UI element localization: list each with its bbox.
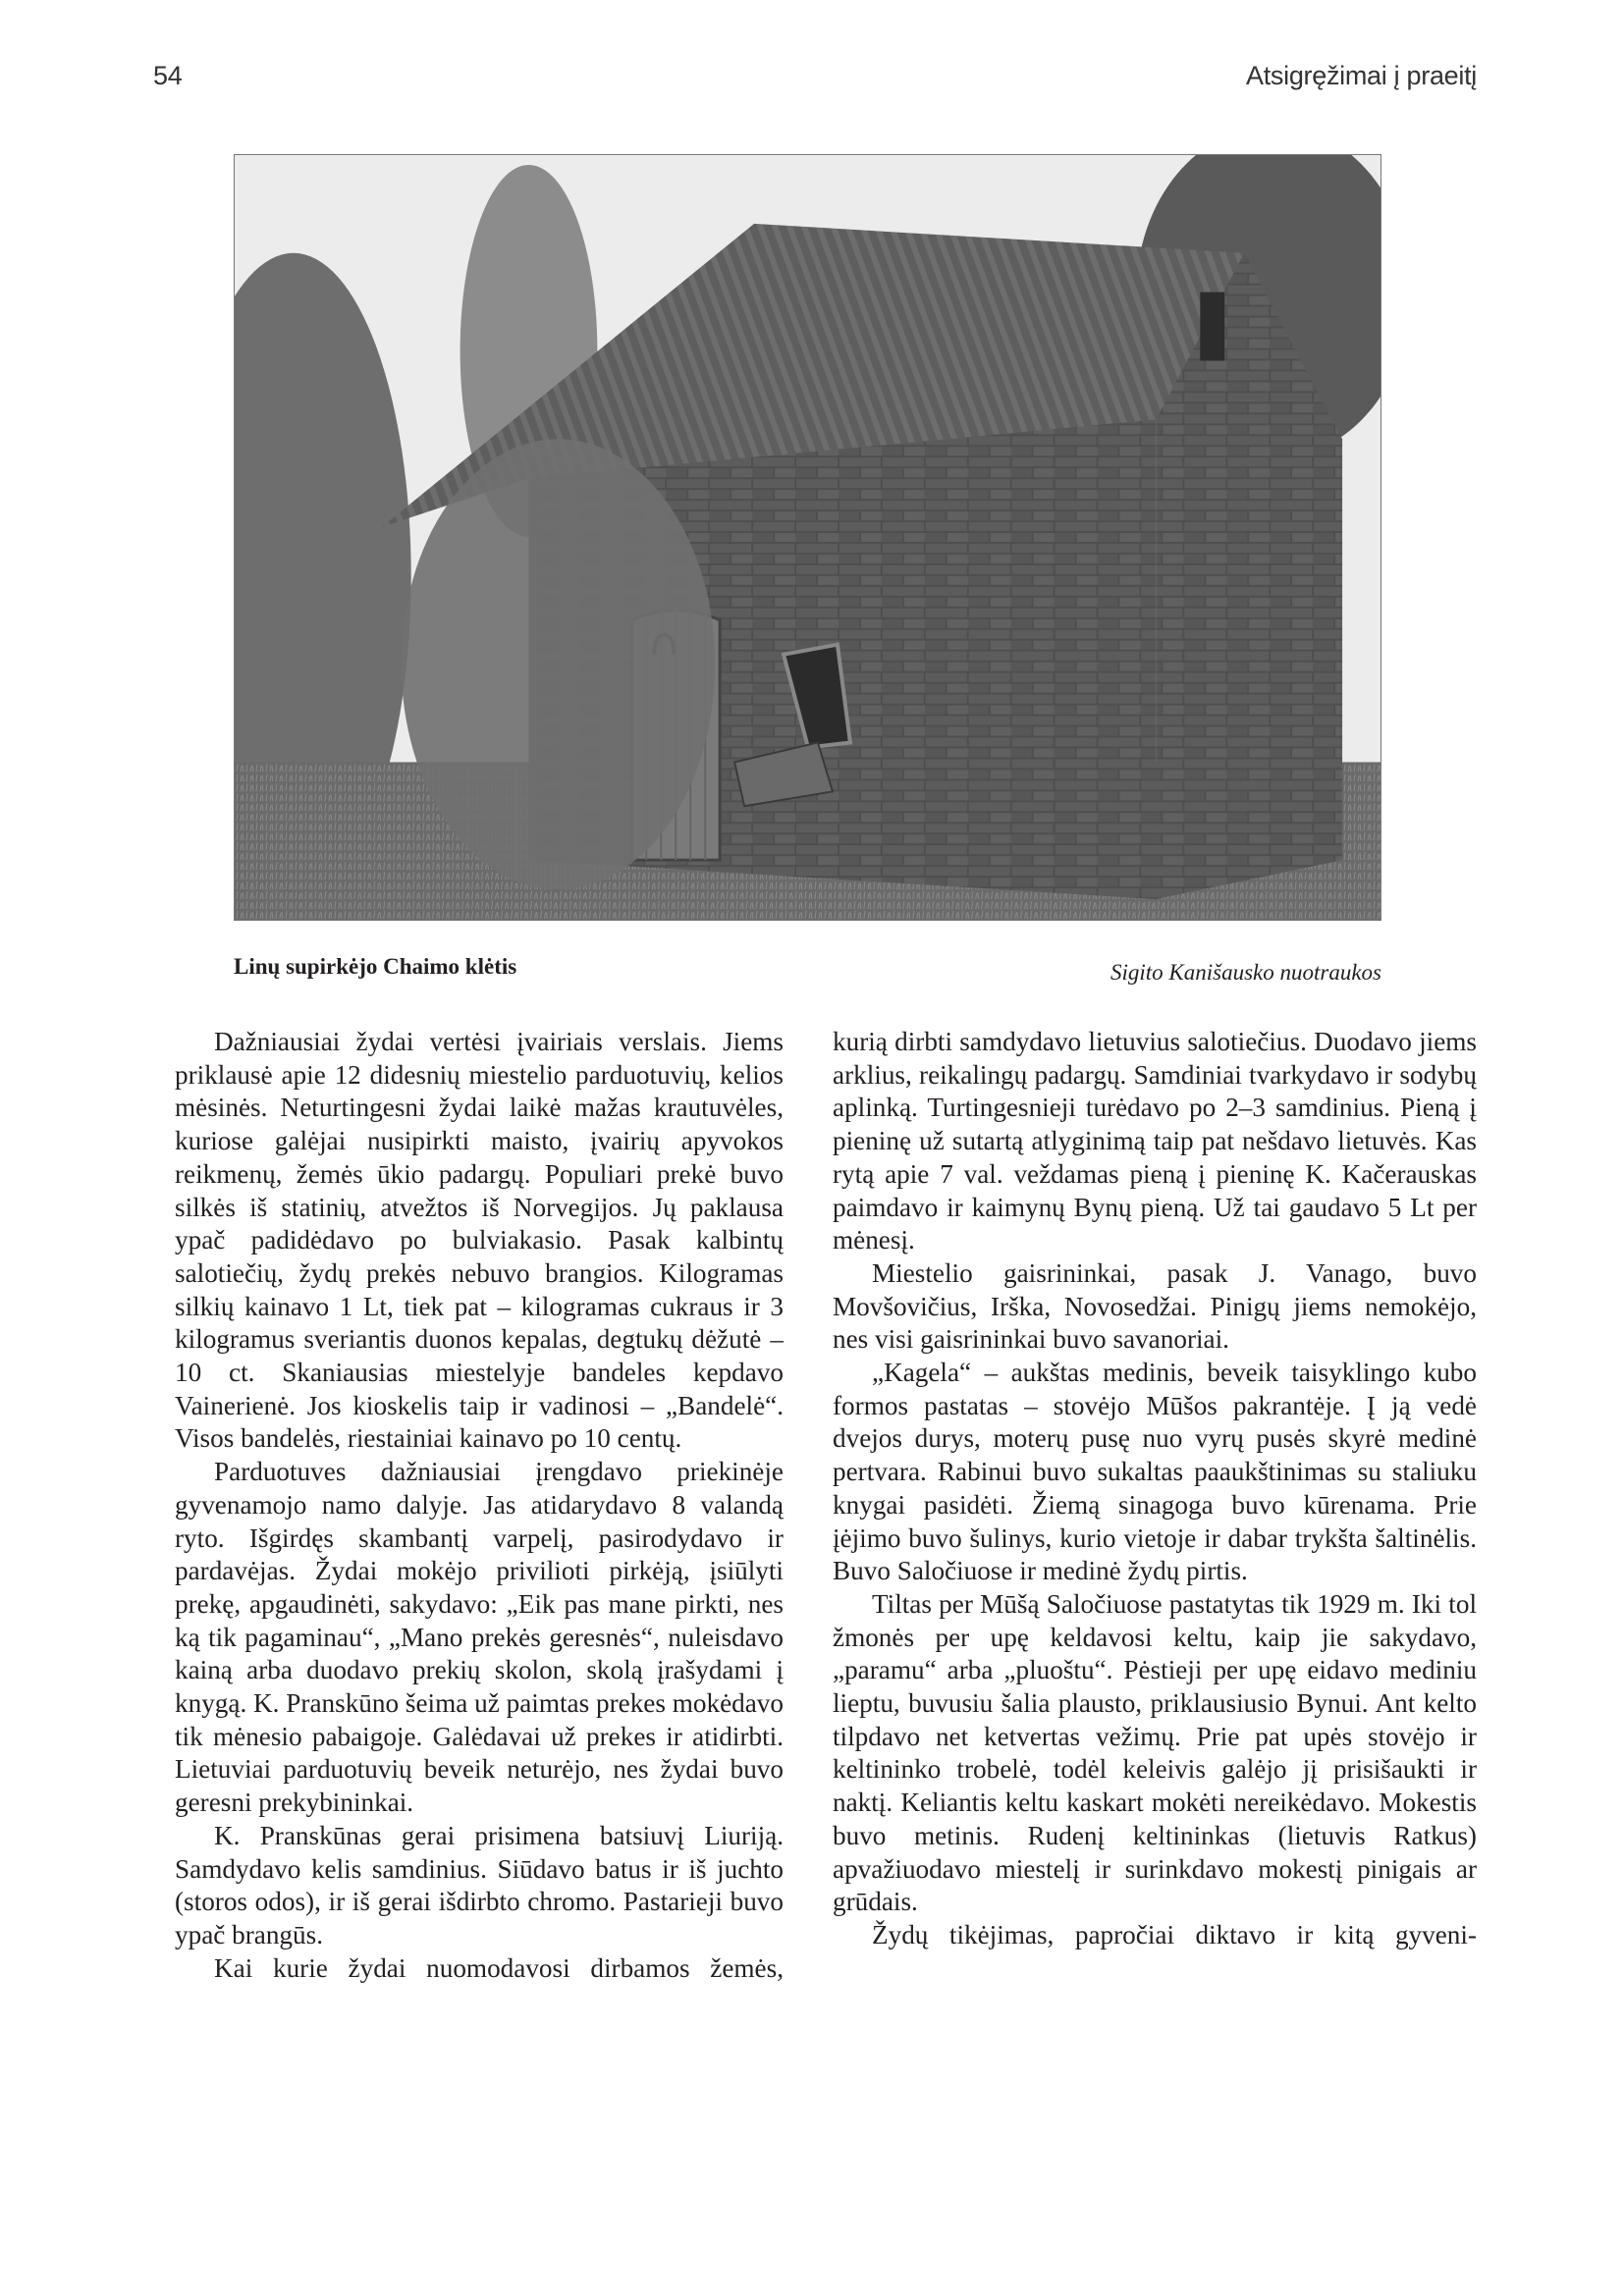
right-column (833, 1026, 1477, 1952)
running-title: Atsigręžimai į praeitį (1246, 61, 1477, 90)
paragraph: Tiltas per Mūšą Saločiuose pastatytas tik 1929 m. Iki tol žmonės per upę keldavosi keltu, kaip jie sakydavo, „paramu“ arba „pluoštu“. Pėstieji per upę eidavo mediniu lieptu, buvusiu šalia plausto, priklausiusio Bynui. Ant kelto tilpdavo net ketvertas vežimų. Prie pat upės stovėjo ir keltininko trobelė, todėl keleivis galėjo jį prisišaukti ir naktį. Keliantis keltu kaskart mokėti nereikėdavo. Mokestis buvo metinis. Rudenį keltininkas (lietuvis Ratkus) apvažiuodavo miestelį ir surinkdavo mokestį pinigais ar grūdais. (833, 1588, 1477, 1917)
paragraph: Dažniausiai žydai vertėsi įvairiais verslais. Jiems priklausė apie 12 didesnių miestelio parduotuvių, kelios mėsinės. Neturtingesni žydai laikė mažas krautuvėles, kuriose galėjai nusipirkti maisto, įvairių apyvokos reikmenų, žemės ūkio padargų. Populiari prekė buvo silkės iš statinių, atvežtos iš Norvegijos. Jų paklausa ypač padidėdavo po bulviakasio. Pasak kalbintų salotiečių, žydų prekės nebuvo brangios. Kilogramas silkių kainavo 1 Lt, tiek pat – kilogramas cukraus ir 3 kilogramus sveriantis duonos kepalas, degtukų dėžutė – 10 ct. Skaniausias miestelyje bandeles kepdavo Vainerienė. Jos kioskelis taip ir vadinosi – „Bandelė“. Visos bandelės, riestainiai kainavo po 10 centų. (175, 1027, 784, 1454)
gable-window (1200, 293, 1224, 361)
shrub (402, 439, 715, 889)
paragraph: „Kagela“ – aukštas medinis, beveik taisyklingo kubo formos pastatas – stovėjo Mūšos pakrantėje. Į ją vedė dvejos durys, moterų pusę nuo vyrų pusės skyrė medinė pertvara. Rabinui buvo sukaltas paaukštinimas su staliuku knygai pasidėti. Žiemą sinagoga buvo kūrenama. Prie įėjimo buvo šulinys, kurio vietoje ir dabar trykšta šaltinėlis. Buvo Saločiuose ir medinė žydų pirtis. (833, 1358, 1477, 1586)
photo-granary (234, 154, 1381, 921)
paragraph: Parduotuves dažniausiai įrengdavo priekinėje gyvenamojo namo dalyje. Jas atidarydavo 8 valandą ryto. Išgirdęs skambantį varpelį, pasirodydavo ir pardavėjas. Žydai mokėjo privilioti pirkėją, įsiūlyti prekę, apgaudinėti, sakydavo: „Eik pas mane pirkti, nes ką tik pagaminau“, „Mano prekės geresnės“, nuleisdavo kainą arba duodavo prekių skolon, skolą įrašydami į knygą. K. Pranskūno šeima už paimtas prekes mokėdavo tik mėnesio pabaigoje. Galėdavai už prekes ir atidirbti. Lietuviai parduotuvių beveik neturėjo, nes žydai buvo geresni prekybininkai. (175, 1457, 784, 1818)
photo-credit: Sigito Kanišausko nuotraukos (1110, 960, 1381, 985)
photo-illustration (235, 155, 1380, 920)
paragraph: Kai kurie žydai nuomodavosi dirbamos žemės, (214, 1952, 784, 1983)
page-number: 54 (153, 61, 183, 90)
paragraph: kurią dirbti samdydavo lietuvius salotiečius. Duodavo jiems arklius, reikalingų padargų. Samdiniai tvarkydavo ir sodybų aplinką. Turtingesnieji turėdavo po 2–3 samdinius. Pieną į pieninę už sutartą atlyginimą taip pat nešdavo lietuvės. Kas rytą apie 7 val. veždamas pieną į pieninę K. Kačerauskas paimdavo ir kaimynų Bynų pieną. Už tai gaudavo 5 Lt per mėnesį. (833, 1027, 1477, 1255)
paragraph: Žydų tikėjimas, papročiai diktavo ir kitą gyveni- (872, 1919, 1477, 1949)
paragraph: Miestelio gaisrininkai, pasak J. Vanago, buvo Movšovičius, Irška, Novosedžai. Pinigų jiems nemokėjo, nes visi gaisrininkai buvo savanoriai. (833, 1257, 1477, 1355)
left-column (175, 1026, 784, 1985)
figure-caption: Linų supirkėjo Chaimo klėtis (234, 954, 517, 979)
paragraph: K. Pranskūnas gerai prisimena batsiuvį Liuriją. Samdydavo kelis samdinius. Siūdavo batus ir iš juchto (storos odos), ir iš gerai išdirbto chromo. Pastarieji buvo ypač brangūs. (175, 1820, 784, 1949)
